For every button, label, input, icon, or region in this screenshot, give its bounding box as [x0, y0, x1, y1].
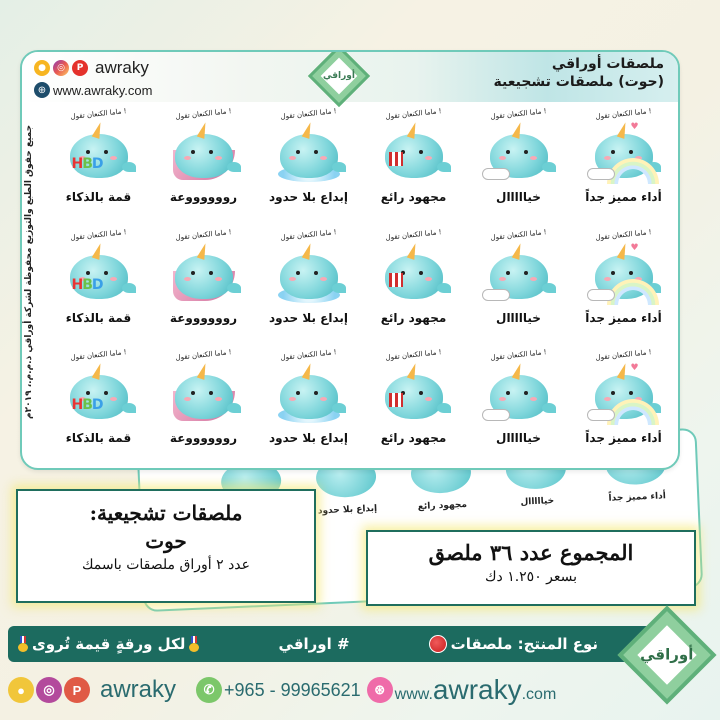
product-type: نوع المنتج: ملصقات [429, 635, 598, 653]
narwhal-illustration [60, 363, 138, 425]
sticker [46, 225, 151, 346]
sticker-arc-text: ! ماما الكنعان تقول [280, 227, 337, 242]
phone-number[interactable]: +965 - 99965621 [224, 679, 361, 700]
social-handle[interactable]: awraky [95, 58, 149, 77]
whatsapp-icon[interactable]: ✆ [196, 677, 222, 703]
sticker-caption: مجهود رائع [380, 190, 447, 204]
sticker [151, 225, 256, 346]
narwhal-illustration [60, 243, 138, 305]
sticker-arc-text: ! ماما الكنعان تقول [490, 107, 547, 121]
sticker-caption: خيااااال [496, 190, 541, 204]
sticker [151, 104, 256, 225]
narwhal-icon [280, 375, 338, 419]
sticker [46, 104, 151, 225]
sticker [256, 225, 361, 346]
mini-sticker: إبداع بلا حدود [305, 455, 388, 528]
sticker-caption: خيااااال [496, 431, 541, 446]
sticker-grid [46, 104, 676, 466]
sticker-arc-text: ! ماما الكنعان تقول [280, 348, 337, 363]
sticker-caption: إبداع بلا حدود [268, 190, 349, 204]
product-theme: حوت [145, 529, 187, 553]
narwhal-illustration [480, 363, 558, 425]
sticker-caption: مجهود رائع [380, 310, 447, 325]
copyright-text: جميع حقوق الطبع والتوزيع محفوظة لشركة أوراقي ذ.م.م.، ٢٠١٩م [24, 124, 34, 420]
social-row [34, 58, 149, 78]
sticker-icon [429, 635, 447, 653]
hbd-letters: HBD [71, 276, 103, 293]
sticker [361, 225, 466, 346]
sticker [466, 345, 571, 466]
website-row [34, 82, 152, 98]
narwhal-illustration [375, 122, 453, 184]
sticker-caption: مجهود رائع [380, 431, 447, 446]
awraky-logo-large: أوراقي [618, 606, 717, 705]
cloud-decoration [482, 289, 510, 301]
tail-icon [332, 283, 346, 293]
fries-decoration [389, 152, 403, 166]
tail-icon [332, 403, 346, 413]
sticker-arc-text: ! ماما الكنعان تقول [175, 348, 232, 363]
narwhal-illustration [60, 122, 138, 184]
sticker [571, 104, 676, 225]
fries-decoration [389, 273, 403, 287]
tail-icon [332, 162, 346, 172]
sheet-title [494, 56, 664, 90]
narwhal-icon [175, 375, 233, 419]
sticker-caption: أداء مميز جداً [585, 310, 662, 325]
contact-handle[interactable]: awraky [100, 676, 177, 703]
sticker [361, 345, 466, 466]
pinterest-icon[interactable]: P [64, 677, 90, 703]
sticker-caption: قمة بالذكاء [65, 190, 132, 204]
sticker-caption: أداء مميز جداً [585, 431, 662, 446]
instagram-icon[interactable]: ◎ [53, 60, 69, 76]
tail-icon [542, 162, 556, 172]
sticker-caption: خيااااال [496, 310, 541, 325]
hashtag: # اوراقي [278, 635, 350, 653]
sticker-caption: إبداع بلا حدود [268, 310, 349, 325]
sticker [151, 345, 256, 466]
tail-icon [122, 283, 136, 293]
price-info-box [366, 530, 696, 606]
sticker [361, 104, 466, 225]
hbd-letters: HBD [71, 397, 103, 414]
sticker [46, 345, 151, 466]
tail-icon [122, 403, 136, 413]
product-banner [8, 626, 668, 662]
tail-icon [437, 162, 451, 172]
instagram-icon[interactable]: ◎ [36, 677, 62, 703]
product-category: ملصقات تشجيعية: [89, 501, 243, 525]
sticker-arc-text: ! ماما الكنعان تقول [70, 348, 127, 363]
tail-icon [437, 403, 451, 413]
cloud-decoration [587, 168, 615, 180]
heart-icon: ♥ [630, 242, 639, 253]
heart-icon: ♥ [630, 363, 639, 374]
narwhal-illustration [585, 122, 663, 184]
narwhal-illustration [375, 363, 453, 425]
snapchat-icon[interactable]: ● [34, 60, 50, 76]
sticker [256, 104, 361, 225]
mini-sticker: خيااااال [495, 447, 578, 520]
cloud-decoration [587, 289, 615, 301]
product-info-box [16, 489, 316, 603]
sticker-caption: إبداع بلا حدود [268, 431, 349, 446]
cloud-decoration [587, 409, 615, 421]
narwhal-illustration [480, 243, 558, 305]
sticker-caption: رووووووعة [169, 190, 238, 204]
narwhal-icon [175, 134, 233, 178]
sticker-arc-text: ! ماما الكنعان تقول [490, 227, 547, 242]
heart-icon: ♥ [630, 122, 639, 132]
sticker-caption: رووووووعة [169, 431, 238, 446]
narwhal-icon [280, 134, 338, 178]
tail-icon [542, 403, 556, 413]
globe-icon: ⊕ [34, 82, 50, 98]
narwhal-illustration [585, 243, 663, 305]
awraky-logo: أوراقي [308, 50, 370, 107]
sticker-caption: قمة بالذكاء [65, 310, 132, 325]
sticker-caption: رووووووعة [169, 310, 238, 325]
narwhal-illustration [270, 243, 348, 305]
narwhal-illustration [270, 363, 348, 425]
tail-icon [227, 162, 241, 172]
website-link[interactable]: www.awraky.com [53, 82, 153, 98]
sticker-total: المجموع عدد ٣٦ ملصق [428, 540, 634, 565]
narwhal-illustration [375, 243, 453, 305]
medal-icon [189, 636, 199, 652]
fries-decoration [389, 393, 403, 407]
sticker-sheet [20, 50, 680, 470]
sticker-caption: أداء مميز جداً [585, 190, 662, 204]
sticker-arc-text: ! ماما الكنعان تقول [280, 107, 337, 121]
sticker [466, 104, 571, 225]
sheet-header [22, 52, 678, 102]
sticker-arc-text: ! ماما الكنعان تقول [385, 227, 442, 242]
sticker-arc-text: ! ماما الكنعان تقول [490, 348, 547, 363]
cloud-decoration [482, 168, 510, 180]
sticker-arc-text: ! ماما الكنعان تقول [595, 227, 652, 242]
product-sheets-count: عدد ٢ أوراق ملصقات باسمك [81, 557, 251, 573]
cloud-decoration [482, 409, 510, 421]
narwhal-icon [280, 255, 338, 299]
contact-row [8, 672, 556, 708]
slogan: لكل ورقةٍ قيمة تُروى [18, 635, 199, 653]
mini-sticker: مجهود رائع [400, 451, 483, 524]
narwhal-illustration [270, 122, 348, 184]
snapchat-icon[interactable]: ● [8, 677, 34, 703]
sticker-arc-text: ! ماما الكنعان تقول [175, 227, 232, 242]
narwhal-illustration [585, 363, 663, 425]
hbd-letters: HBD [71, 156, 103, 172]
tail-icon [227, 283, 241, 293]
sticker-arc-text: ! ماما الكنعان تقول [595, 348, 652, 363]
title-line-1: ملصقات أوراقي [551, 56, 664, 72]
narwhal-illustration [165, 122, 243, 184]
tail-icon [227, 403, 241, 413]
sticker [256, 345, 361, 466]
sticker-arc-text: ! ماما الكنعان تقول [595, 107, 652, 121]
sticker-arc-text: ! ماما الكنعان تقول [70, 107, 127, 121]
sticker-arc-text: ! ماما الكنعان تقول [385, 107, 442, 121]
sticker [571, 345, 676, 466]
sticker-arc-text: ! ماما الكنعان تقول [70, 227, 127, 242]
narwhal-icon [175, 255, 233, 299]
narwhal-illustration [165, 243, 243, 305]
contact-website[interactable]: www. awraky .com [394, 674, 557, 705]
dribbble-icon[interactable]: ⊛ [367, 677, 393, 703]
tail-icon [542, 283, 556, 293]
sticker [466, 225, 571, 346]
sticker-arc-text: ! ماما الكنعان تقول [385, 348, 442, 363]
narwhal-illustration [480, 122, 558, 184]
tail-icon [437, 283, 451, 293]
narwhal-illustration [165, 363, 243, 425]
pinterest-icon[interactable]: P [72, 60, 88, 76]
title-line-2: (حوت) ملصقات تشجيعية [493, 74, 664, 90]
mini-sticker: أداء مميز جداً [595, 443, 678, 516]
price-text: بسعر ١.٢٥٠ دك [484, 569, 578, 585]
medal-icon [18, 636, 28, 652]
sticker [571, 225, 676, 346]
sticker-caption: قمة بالذكاء [65, 431, 132, 446]
sticker-arc-text: ! ماما الكنعان تقول [175, 107, 232, 121]
tail-icon [122, 162, 136, 172]
